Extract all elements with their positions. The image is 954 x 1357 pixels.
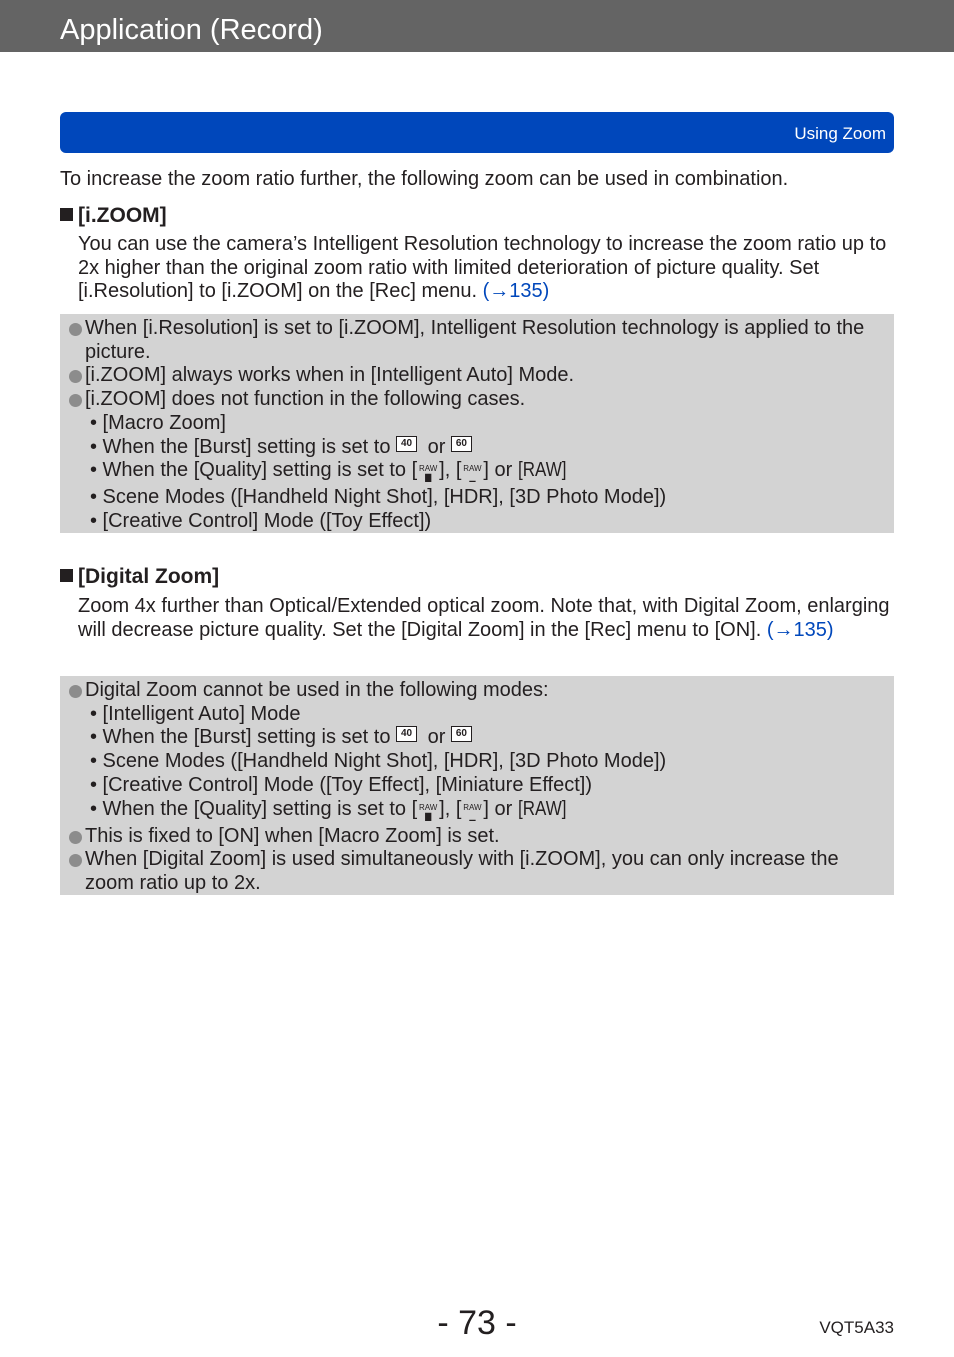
- raw-icon: [RAW]: [517, 797, 567, 820]
- case-quality: • When the [Quality] setting is set to [ RAW ▇ ], [ RAW ▁ ] or [RAW]: [68, 459, 886, 486]
- raw-standard-icon: RAW ▁: [463, 802, 482, 821]
- izoom-notes-box: [60, 314, 894, 533]
- burst-60-icon: 60: [451, 436, 477, 456]
- raw-fine-icon: RAW ▇: [418, 464, 438, 483]
- top-header-bar: [0, 0, 954, 52]
- list-item: [i.ZOOM] always works when in [Intelligent Auto] Mode.: [68, 364, 886, 388]
- page-number: - 73 -: [437, 1304, 517, 1342]
- case-creative: • [Creative Control] Mode ([Toy Effect]): [90, 509, 432, 532]
- case-scene: • Scene Modes ([Handheld Night Shot], [HDR], [3D Photo Mode]): [90, 486, 667, 509]
- digital-zoom-paragraph: Zoom 4x further than Optical/Extended optical zoom. Note that, with Digital Zoom, enlarging will decrease picture quality. Set the [Digital Zoom] in the [Rec] menu to [ON]. (→135): [78, 595, 890, 641]
- case-creative: • [Creative Control] Mode ([Toy Effect], [Miniature Effect]): [90, 773, 593, 796]
- square-bullet-icon: [60, 569, 73, 582]
- digital-zoom-heading: [Digital Zoom]: [60, 564, 219, 590]
- intro-text: To increase the zoom ratio further, the following zoom can be used in combination.: [60, 168, 789, 190]
- list-item: This is fixed to [ON] when [Macro Zoom] is set.: [68, 825, 886, 849]
- case-macro: • [Macro Zoom]: [90, 411, 226, 434]
- case-quality: • When the [Quality] setting is set to [ RAW ▇ ], [ RAW ▁ ] or [RAW]: [68, 798, 886, 825]
- list-item: When [Digital Zoom] is used simultaneously with [i.ZOOM], you can only increase the zoom ratio up to 2x.: [68, 848, 886, 895]
- bullet-dot-icon: [69, 854, 82, 867]
- section-bar: [60, 112, 894, 153]
- bullet-dot-icon: [69, 323, 82, 336]
- list-item: [i.ZOOM] does not function in the following cases.: [68, 388, 886, 412]
- case-burst: • When the [Burst] setting is set to 40 or 60: [68, 726, 886, 750]
- list-item: When [i.Resolution] is set to [i.ZOOM], Intelligent Resolution technology is applied to the picture.: [68, 317, 886, 364]
- bullet-dot-icon: [69, 831, 82, 844]
- burst-40-icon: 40: [396, 436, 422, 456]
- section-label: Using Zoom: [794, 124, 886, 143]
- list-item: Digital Zoom cannot be used in the following modes:: [68, 679, 886, 703]
- burst-40-icon: 40: [396, 726, 422, 746]
- case-intelligent-auto: • [Intelligent Auto] Mode: [90, 702, 301, 725]
- bullet-dot-icon: [69, 370, 82, 383]
- case-burst: • When the [Burst] setting is set to 40 or 60: [68, 436, 886, 460]
- raw-standard-icon: RAW ▁: [463, 464, 482, 483]
- raw-icon: [RAW]: [517, 459, 567, 482]
- digital-notes-box: [60, 676, 894, 895]
- bullet-dot-icon: [69, 685, 82, 698]
- izoom-paragraph: You can use the camera’s Intelligent Resolution technology to increase the zoom ratio up to 2x higher than the original zoom ratio with limited deterioration of picture quality. Set [i.Resolution] to [i.ZOOM] on the [Rec] menu. (→135): [78, 233, 887, 302]
- document-code: VQT5A33: [819, 1318, 894, 1337]
- page-link-135[interactable]: (→135): [482, 280, 550, 302]
- chapter-title: Application (Record): [60, 14, 323, 46]
- case-scene: • Scene Modes ([Handheld Night Shot], [HDR], [3D Photo Mode]): [90, 750, 667, 773]
- raw-fine-icon: RAW ▇: [418, 802, 438, 821]
- square-bullet-icon: [60, 208, 73, 221]
- page-link-135[interactable]: (→135): [766, 618, 834, 641]
- bullet-dot-icon: [69, 394, 82, 407]
- burst-60-icon: 60: [451, 726, 477, 746]
- izoom-heading: [i.ZOOM]: [60, 203, 167, 229]
